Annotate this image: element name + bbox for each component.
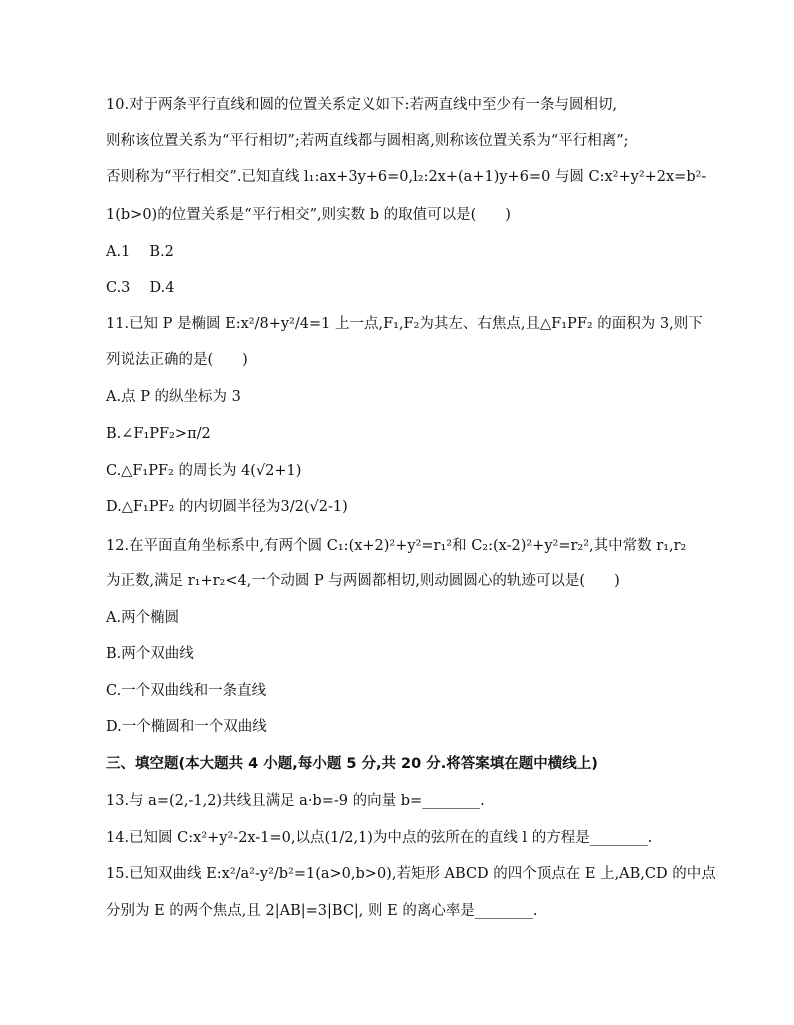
q11-line-1: 11.已知 P 是椭圆 E:x²/8+y²/4=1 上一点,F₁,F₂为其左、右焦点,且△F₁PF₂ 的面积为 3,则下: [106, 316, 703, 332]
q12-option-c: C.一个双曲线和一条直线: [106, 683, 267, 699]
q10-options-cd: C.3 D.4: [106, 280, 175, 296]
q15-line-1: 15.已知双曲线 E:x²/a²-y²/b²=1(a>0,b>0),若矩形 ABCD 的四个顶点在 E 上,AB,CD 的中点: [106, 866, 716, 882]
q15-line-2: 分别为 E 的两个焦点,且 2|AB|=3|BC|, 则 E 的离心率是________.: [106, 903, 538, 919]
q10-options-ab: A.1 B.2: [106, 244, 174, 260]
q12-line-1: 12.在平面直角坐标系中,有两个圆 C₁:(x+2)²+y²=r₁²和 C₂:(x-2)²+y²=r₂²,其中常数 r₁,r₂: [106, 538, 687, 554]
q12-option-d: D.一个椭圆和一个双曲线: [106, 719, 267, 735]
q12-option-a: A.两个椭圆: [106, 610, 180, 626]
q12-line-2: 为正数,满足 r₁+r₂<4,一个动圆 P 与两圆都相切,则动圆圆心的轨迹可以是( ): [106, 573, 620, 589]
q11-line-2: 列说法正确的是( ): [106, 352, 248, 368]
q11-option-a: A.点 P 的纵坐标为 3: [106, 389, 241, 405]
q10-line-2: 则称该位置关系为“平行相切”;若两直线都与圆相离,则称该位置关系为“平行相离”;: [106, 133, 629, 149]
q11-option-b: B.∠F₁PF₂>π/2: [106, 426, 211, 442]
q11-option-c: C.△F₁PF₂ 的周长为 4(√2+1): [106, 463, 302, 479]
section-3-title: 三、填空题(本大题共 4 小题,每小题 5 分,共 20 分.将答案填在题中横线上): [106, 756, 598, 772]
q11-option-d: D.△F₁PF₂ 的内切圆半径为3/2(√2-1): [106, 499, 348, 515]
q10-line-3: 否则称为“平行相交”.已知直线 l₁:ax+3y+6=0,l₂:2x+(a+1)y+6=0 与圆 C:x²+y²+2x=b²-: [106, 169, 707, 185]
q13-text: 13.与 a=(2,-1,2)共线且满足 a·b=-9 的向量 b=________.: [106, 793, 485, 809]
q10-line-4: 1(b>0)的位置关系是“平行相交”,则实数 b 的取值可以是( ): [106, 207, 511, 223]
q10-line-1: 10.对于两条平行直线和圆的位置关系定义如下:若两直线中至少有一条与圆相切,: [106, 97, 618, 113]
q12-option-b: B.两个双曲线: [106, 646, 194, 662]
q14-text: 14.已知圆 C:x²+y²-2x-1=0,以点(1/2,1)为中点的弦所在的直线 l 的方程是________.: [106, 830, 653, 846]
